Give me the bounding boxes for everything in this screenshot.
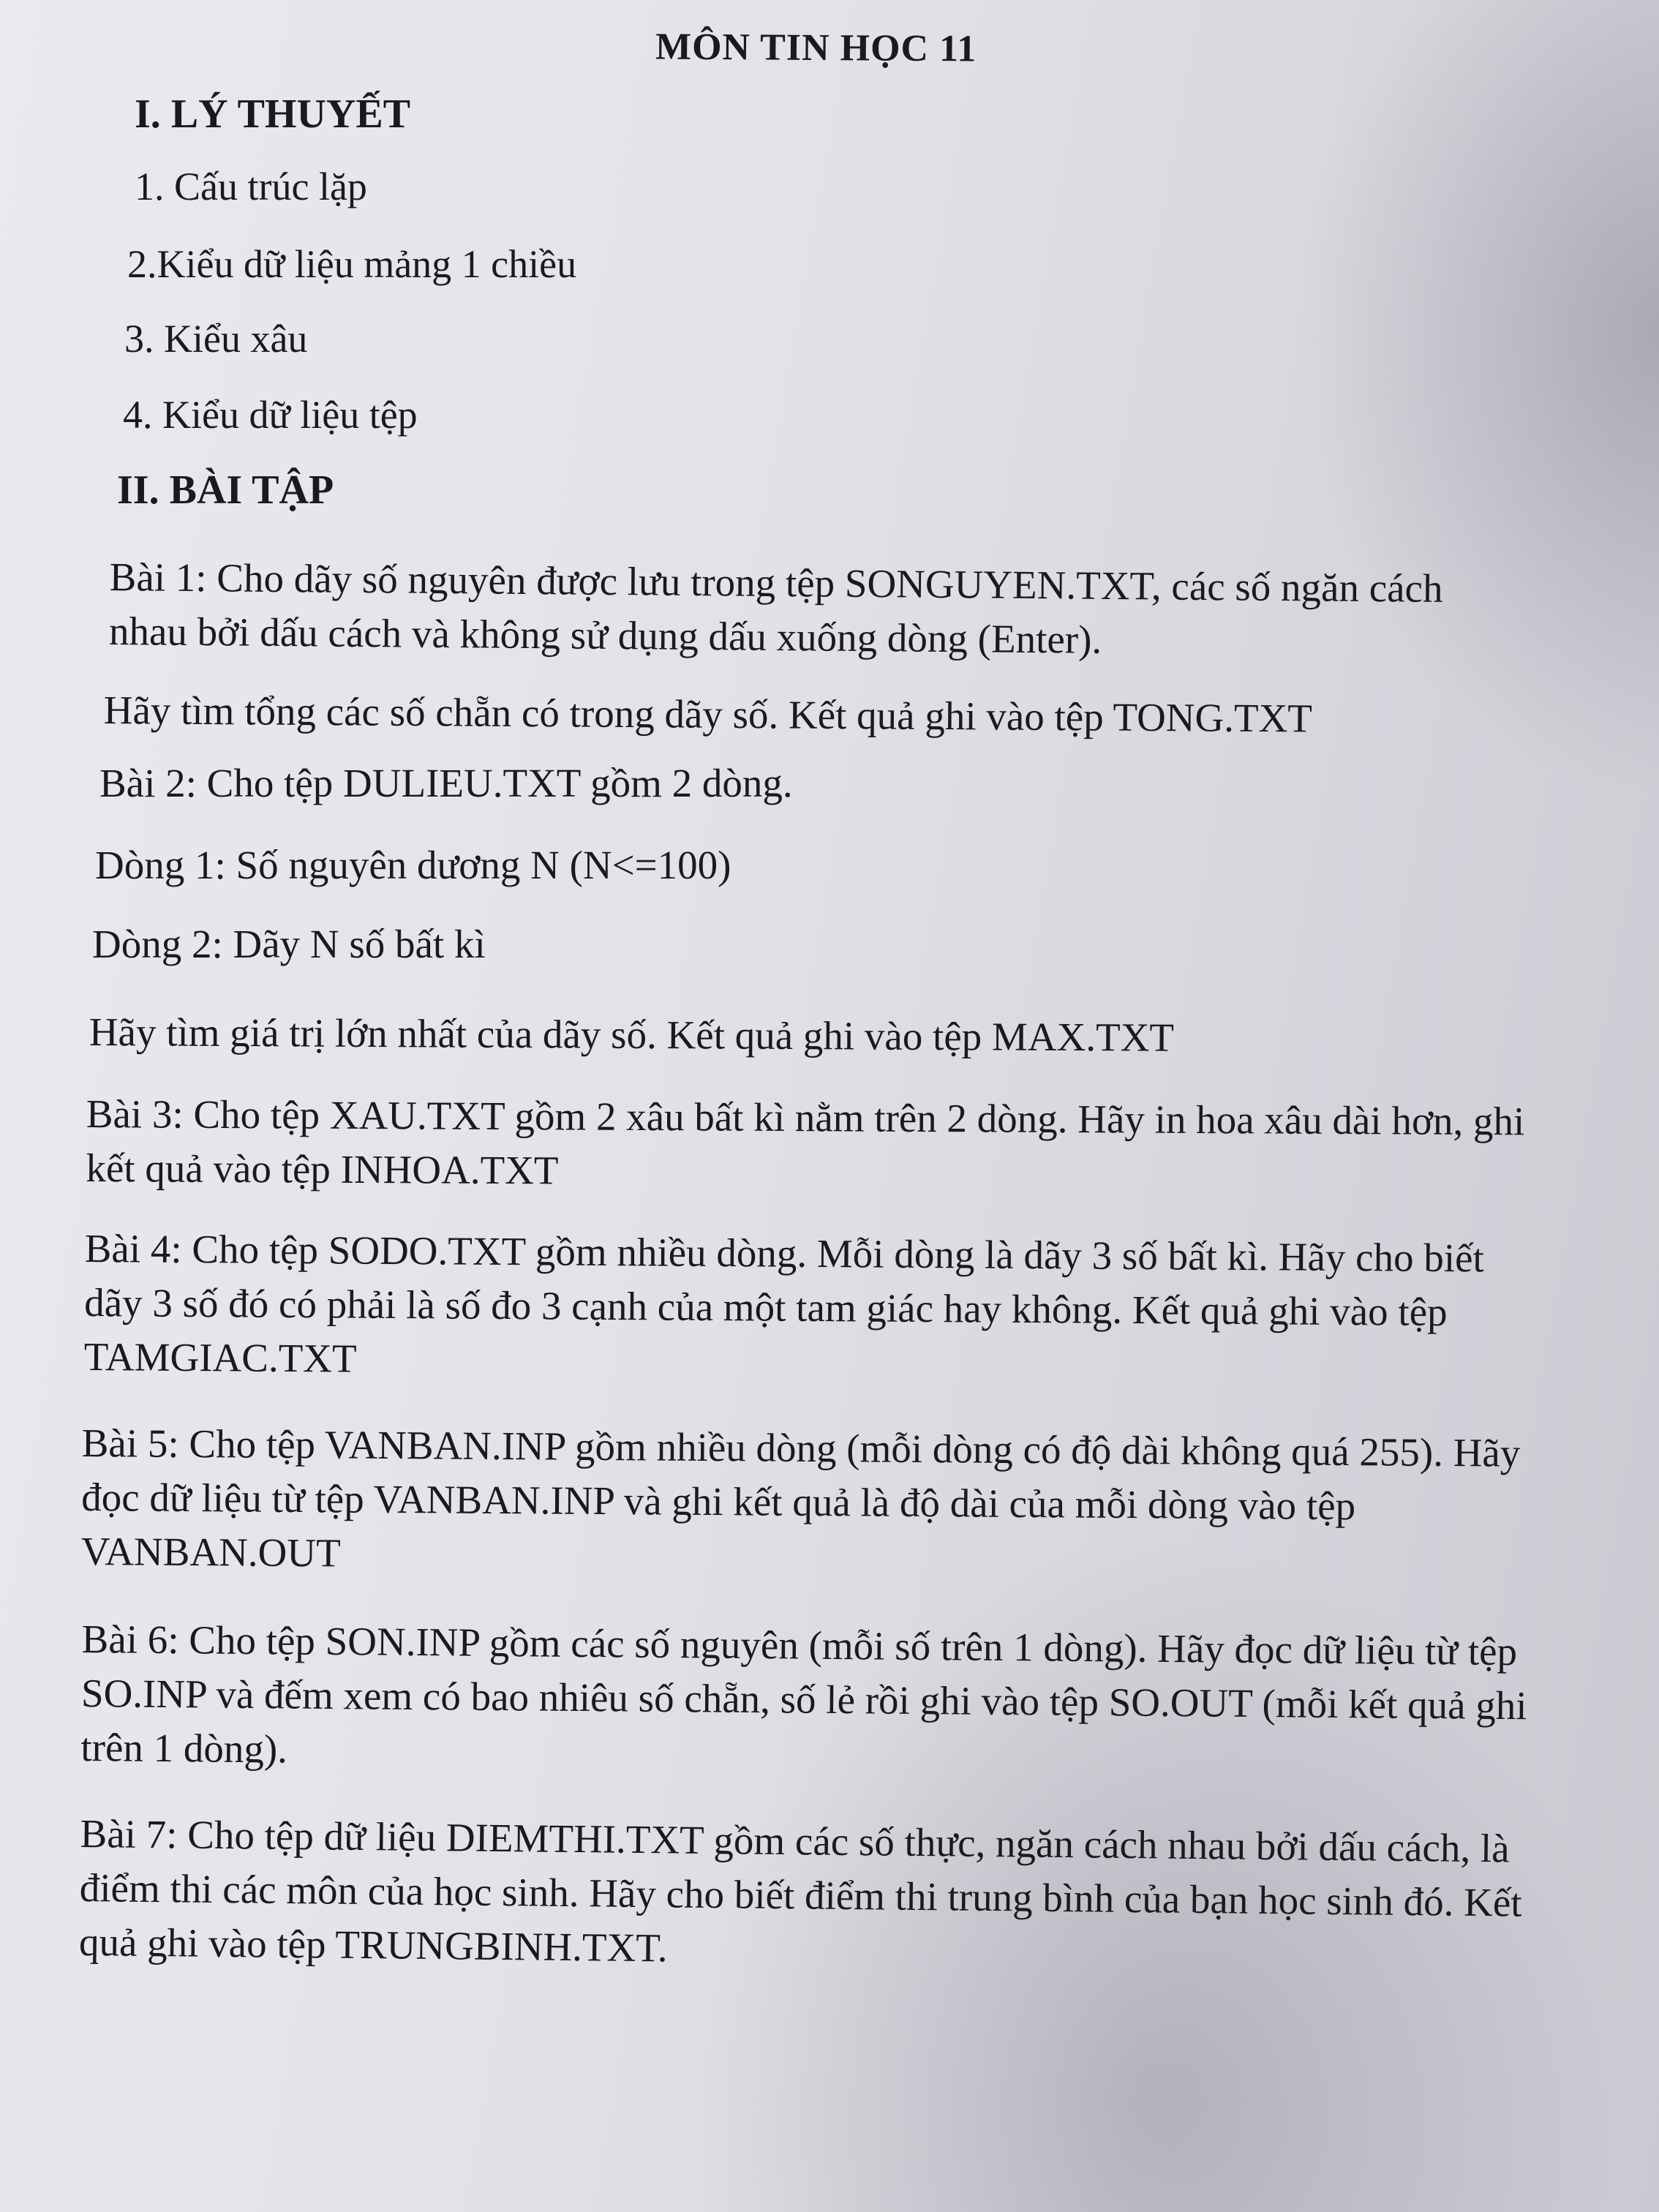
exercise-4: Bài 4: Cho tệp SODO.TXT gồm nhiều dòng. Mỗi dòng là dãy 3 số bất kì. Hãy cho biết dãy 3 số đó có phải là số đo 3 cạnh của một tam giác hay không. Kết quả ghi vào tệp TAMGIAC.TXT — [83, 1225, 1485, 1381]
exercise-6: Bài 6: Cho tệp SON.INP gồm các số nguyên (mỗi số trên 1 dòng). Hãy đọc dữ liệu từ tệp SO.INP và đếm xem có bao nhiêu số chẵn, số lẻ rồi ghi vào tệp SO.OUT (mỗi kết quả ghi trên 1 dòng). — [80, 1616, 1527, 1772]
theory-item-2: 2.Kiểu dữ liệu mảng 1 chiều — [127, 242, 577, 286]
theory-heading: I. LÝ THUYẾT — [135, 91, 411, 137]
theory-item-1: 1. Cấu trúc lặp — [135, 165, 367, 208]
exercise-7: Bài 7: Cho tệp dữ liệu DIEMTHI.TXT gồm các số thực, ngăn cách nhau bởi dấu cách, là điểm thi các môn của học sinh. Hãy cho biết điểm thi trung bình của bạn học sinh đó. Kết quả ghi vào tệp TRUNGBINH.TXT. — [78, 1810, 1522, 1971]
exercises-heading: II. BÀI TẬP — [117, 467, 334, 513]
theory-item-4: 4. Kiểu dữ liệu tệp — [123, 393, 418, 437]
exercise-2-task: Hãy tìm giá trị lớn nhất của dãy số. Kết quả ghi vào tệp MAX.TXT — [89, 1009, 1175, 1060]
exercise-1-task: Hãy tìm tổng các số chẵn có trong dãy số. Kết quả ghi vào tệp TONG.TXT — [103, 687, 1313, 741]
exercise-2: Bài 2: Cho tệp DULIEU.TXT gồm 2 dòng. — [99, 761, 793, 805]
exercise-3: Bài 3: Cho tệp XAU.TXT gồm 2 xâu bất kì nằm trên 2 dòng. Hãy in hoa xâu dài hơn, ghi kết quả vào tệp INHOA.TXT — [86, 1091, 1525, 1193]
exercise-2-line-1: Dòng 1: Số nguyên dương N (N<=100) — [95, 843, 731, 887]
exercise-2-line-2: Dòng 2: Dãy N số bất kì — [92, 922, 486, 966]
document-title: MÔN TIN HỌC 11 — [655, 26, 977, 70]
exercise-5: Bài 5: Cho tệp VANBAN.INP gồm nhiều dòng (mỗi dòng có độ dài không quá 255). Hãy đọc dữ liệu từ tệp VANBAN.INP và ghi kết quả là độ dài của mỗi dòng vào tệp VANBAN.OUT — [80, 1420, 1521, 1576]
theory-item-3: 3. Kiểu xâu — [124, 317, 308, 361]
exercise-1: Bài 1: Cho dãy số nguyên được lưu trong tệp SONGUYEN.TXT, các số ngăn cách nhau bởi dấu cách và không sử dụng dấu xuống dòng (Enter). — [108, 554, 1443, 662]
